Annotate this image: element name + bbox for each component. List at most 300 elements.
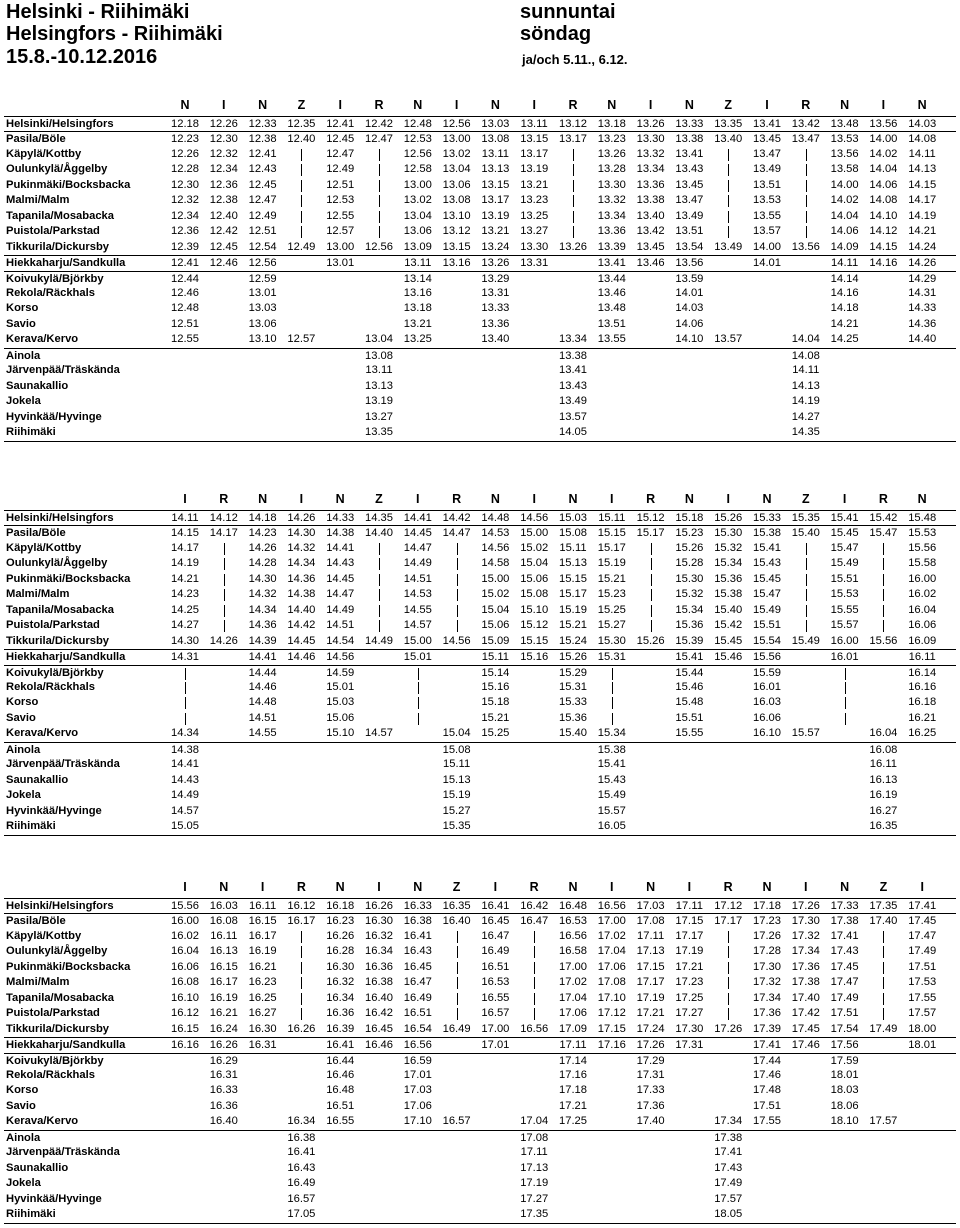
departure-time: 15.21 [481,711,510,724]
table-row [4,1068,956,1084]
departure-time: 17.46 [791,1039,820,1052]
title-fi: Helsinki - Riihimäki [6,1,190,23]
departure-time: 13.04 [365,333,393,346]
departure-time: 13.33 [481,302,510,315]
departure-time: 12.34 [209,163,238,176]
pass-through-bar [301,195,302,207]
departure-time: 14.08 [908,133,937,146]
departure-time: 14.36 [248,619,277,632]
departure-time: 18.06 [830,1099,859,1112]
pass-through-bar [845,682,846,694]
departure-time: 16.49 [481,945,510,958]
departure-time: 15.04 [520,557,549,570]
departure-time: 15.51 [753,619,781,632]
departure-time: 13.49 [714,240,743,253]
station-name: Kerava/Kervo [6,727,79,740]
departure-time: 14.42 [442,512,471,524]
departure-time: 17.45 [791,1022,820,1035]
train-code-row [4,98,956,114]
departure-time: 12.53 [403,133,432,146]
departure-time: 12.18 [171,118,199,130]
train-code: R [219,492,229,506]
departure-time: 16.49 [442,1022,471,1035]
departure-time: 13.03 [481,118,510,130]
departure-time: 17.33 [636,1084,665,1097]
departure-time: 15.27 [597,619,626,632]
departure-time: 15.55 [830,603,859,616]
train-code: N [840,880,850,894]
departure-time: 15.28 [675,557,704,570]
table-row [4,1022,956,1038]
departure-time: 17.41 [753,1039,781,1052]
departure-time: 16.13 [209,945,238,958]
departure-time: 15.40 [791,527,820,540]
departure-time: 14.46 [287,651,316,664]
station-name: Riihimäki [6,820,56,832]
departure-time: 16.18 [908,696,937,709]
departure-time: 14.45 [403,527,432,540]
departure-time: 15.17 [559,588,587,601]
departure-time: 12.33 [248,118,277,130]
departure-time: 16.42 [365,1007,393,1020]
departure-time: 13.23 [597,133,626,146]
table-row [4,255,956,272]
departure-time: 16.17 [209,976,238,989]
departure-time: 15.55 [675,727,704,740]
departure-time: 12.45 [248,178,277,191]
departure-time: 16.45 [481,915,510,928]
departure-time: 15.41 [830,512,859,524]
departure-time: 13.15 [520,133,549,146]
train-code: I [493,880,498,894]
table-row [4,556,956,572]
pass-through-bar [224,558,225,570]
departure-time: 17.11 [559,1039,587,1052]
pass-through-bar [883,1008,884,1020]
departure-time: 17.59 [830,1054,859,1067]
departure-time: 14.36 [287,572,316,585]
departure-time: 18.05 [714,1208,743,1220]
departure-time: 15.25 [481,727,510,740]
pass-through-bar [728,1008,729,1020]
departure-time: 17.51 [830,1007,859,1020]
departure-time: 15.54 [753,634,781,647]
departure-time: 14.32 [287,541,316,554]
pass-through-bar [379,180,380,192]
pass-through-bar [457,605,458,617]
departure-time: 14.31 [908,286,937,299]
pass-through-bar [301,1008,302,1020]
departure-time: 16.48 [326,1084,355,1097]
pass-through-bar [379,543,380,555]
table-row [4,1053,956,1070]
departure-time: 16.45 [365,1022,393,1035]
table-row [4,1114,956,1130]
station-name: Oulunkylä/Åggelby [6,163,108,176]
departure-time: 14.47 [326,588,355,601]
departure-time: 17.25 [559,1115,587,1128]
departure-time: 17.40 [636,1115,665,1128]
station-name: Malmi/Malm [6,194,70,207]
departure-time: 16.36 [365,960,393,973]
departure-time: 14.11 [831,257,859,270]
departure-time: 17.55 [753,1115,781,1128]
departure-time: 13.13 [365,379,393,392]
departure-time: 17.12 [597,1007,626,1020]
departure-time: 15.56 [171,900,199,912]
departure-time: 14.26 [248,541,277,554]
departure-time: 15.59 [753,666,781,679]
departure-time: 15.35 [791,512,820,524]
departure-time: 17.01 [403,1068,432,1081]
departure-time: 14.15 [171,527,199,540]
departure-time: 15.09 [481,634,510,647]
pass-through-bar [728,977,729,989]
station-name: Hiekkaharju/Sandkulla [6,257,126,270]
pass-through-bar [728,211,729,223]
table-row [4,425,956,442]
departure-time: 14.56 [326,651,355,664]
departure-time: 15.47 [753,588,781,601]
table-row [4,804,956,820]
departure-time: 14.36 [908,317,937,330]
train-code: N [219,880,229,894]
departure-time: 12.34 [171,209,199,222]
table-row [4,1037,956,1054]
departure-time: 17.46 [753,1068,781,1081]
train-code: Z [801,492,810,506]
departure-time: 17.28 [753,945,781,958]
station-name: Jokela [6,395,41,408]
pass-through-bar [301,164,302,176]
departure-time: 16.16 [171,1039,199,1052]
departure-time: 16.27 [248,1007,277,1020]
departure-time: 16.58 [559,945,587,958]
table-row [4,510,956,527]
departure-time: 12.51 [248,225,277,238]
departure-time: 13.32 [636,147,665,160]
departure-time: 15.03 [326,696,355,709]
departure-time: 13.34 [559,333,587,346]
departure-time: 16.36 [326,1007,355,1020]
departure-time: 16.23 [326,915,355,928]
departure-time: 14.16 [869,257,898,270]
pass-through-bar [883,589,884,601]
departure-time: 13.53 [830,133,859,146]
departure-time: 17.49 [830,991,859,1004]
departure-time: 12.45 [209,240,238,253]
departure-time: 16.38 [365,976,393,989]
departure-time: 13.57 [714,333,743,346]
departure-time: 13.35 [714,118,743,130]
departure-time: 16.41 [326,1039,355,1052]
departure-time: 13.11 [520,118,548,130]
departure-time: 14.11 [792,364,820,377]
departure-time: 14.49 [403,557,432,570]
train-code: N [840,98,850,112]
departure-time: 14.56 [442,634,471,647]
departure-time: 17.12 [714,900,743,912]
train-code: I [610,880,614,894]
departure-time: 12.36 [209,178,238,191]
pass-through-bar [379,620,380,632]
departure-time: 13.54 [675,240,704,253]
table-row [4,332,956,348]
departure-time: 15.44 [675,666,704,679]
departure-time: 16.05 [597,820,626,832]
departure-time: 16.08 [209,915,238,928]
departure-time: 14.14 [830,272,859,285]
departure-time: 14.09 [830,240,859,253]
departure-time: 17.27 [520,1192,549,1205]
departure-time: 17.49 [908,945,937,958]
table-row [4,603,956,619]
table-row [4,1083,956,1099]
table-row [4,116,956,133]
departure-time: 12.40 [209,209,238,222]
departure-time: 16.34 [365,945,393,958]
departure-time: 16.36 [209,1099,238,1112]
pass-through-bar [418,668,419,680]
pass-through-bar [883,543,884,555]
departure-time: 16.35 [442,900,471,912]
pass-through-bar [728,180,729,192]
departure-time: 15.45 [753,572,781,585]
departure-time: 15.25 [597,603,626,616]
departure-time: 17.39 [753,1022,781,1035]
departure-time: 15.53 [830,588,859,601]
extra-dates-note: ja/och 5.11., 6.12. [522,52,628,67]
departure-time: 14.34 [171,727,199,740]
departure-time: 17.34 [791,945,820,958]
departure-time: 17.49 [714,1177,743,1190]
table-row [4,541,956,557]
departure-time: 14.12 [869,225,898,238]
departure-time: 14.56 [520,512,549,524]
departure-time: 16.04 [171,945,199,958]
departure-time: 13.28 [597,163,626,176]
day-fi: sunnuntai [520,1,616,23]
departure-time: 17.40 [869,915,898,928]
departure-time: 17.33 [830,900,859,912]
departure-time: 15.34 [714,557,743,570]
departure-time: 15.48 [908,512,937,524]
departure-time: 12.47 [248,194,277,207]
departure-time: 16.51 [481,960,510,973]
departure-time: 14.51 [326,619,355,632]
departure-time: 13.57 [559,410,587,423]
departure-time: 15.10 [520,603,549,616]
departure-time: 16.56 [597,900,626,912]
departure-time: 13.40 [481,333,510,346]
departure-time: 12.53 [326,194,355,207]
departure-time: 14.49 [171,789,199,802]
departure-time: 12.30 [209,133,238,146]
departure-time: 14.26 [287,512,316,524]
departure-time: 14.57 [403,619,432,632]
departure-time: 15.49 [830,557,859,570]
pass-through-bar [806,574,807,586]
train-code-row [4,880,956,896]
table-row [4,649,956,666]
pass-through-bar [651,574,652,586]
train-code: I [842,492,847,506]
train-code: I [183,492,187,506]
departure-time: 13.51 [597,317,626,330]
departure-time: 12.48 [403,118,432,130]
departure-time: 13.27 [520,225,549,238]
departure-time: 16.34 [287,1115,316,1128]
departure-time: 12.44 [171,272,199,285]
departure-time: 13.30 [597,178,626,191]
departure-time: 14.35 [791,426,820,438]
departure-time: 16.47 [520,915,549,928]
departure-time: 13.56 [830,147,859,160]
departure-time: 13.56 [869,118,898,130]
departure-time: 13.16 [442,257,471,270]
departure-time: 16.47 [403,976,432,989]
departure-time: 14.39 [248,634,277,647]
departure-time: 17.34 [753,991,781,1004]
station-name: Puistola/Parkstad [6,225,100,238]
departure-time: 17.01 [481,1039,510,1052]
pass-through-bar [883,605,884,617]
departure-time: 12.26 [209,118,238,130]
departure-time: 13.11 [481,147,509,160]
station-name: Hyvinkää/Hyvinge [6,804,102,817]
departure-time: 15.40 [714,603,743,616]
departure-time: 16.25 [908,727,937,740]
departure-time: 13.25 [403,333,432,346]
pass-through-bar [301,149,302,161]
departure-time: 15.08 [559,527,587,540]
departure-time: 16.33 [403,900,432,912]
departure-time: 13.34 [636,163,665,176]
departure-time: 15.30 [714,527,743,540]
departure-time: 13.25 [520,209,549,222]
departure-time: 15.56 [753,651,781,664]
departure-time: 14.33 [908,302,937,315]
departure-time: 17.17 [675,929,704,942]
departure-time: 15.16 [481,680,510,693]
departure-time: 14.08 [869,194,898,207]
departure-time: 15.48 [675,696,704,709]
departure-time: 16.03 [753,696,781,709]
departure-time: 15.05 [171,820,199,832]
table-row [4,162,956,178]
departure-time: 13.17 [559,133,587,146]
pass-through-bar [379,149,380,161]
departure-time: 17.11 [637,929,665,942]
departure-time: 17.26 [714,1022,743,1035]
table-row [4,944,956,960]
departure-time: 12.42 [365,118,393,130]
departure-time: 17.05 [287,1208,316,1220]
pass-through-bar [883,977,884,989]
departure-time: 13.10 [442,209,471,222]
departure-time: 14.11 [171,512,199,524]
departure-time: 14.21 [830,317,859,330]
table-row [4,301,956,317]
train-code: N [258,98,268,112]
pass-through-bar [457,589,458,601]
pass-through-bar [651,589,652,601]
departure-time: 13.00 [326,240,355,253]
departure-time: 14.21 [908,225,937,238]
departure-time: 15.23 [675,527,704,540]
departure-time: 15.27 [442,804,471,817]
departure-time: 15.11 [559,541,587,554]
departure-time: 12.58 [403,163,432,176]
train-code: I [610,492,614,506]
departure-time: 13.02 [403,194,432,207]
pass-through-bar [806,605,807,617]
departure-time: 13.51 [675,225,704,238]
train-code: Z [297,98,306,112]
departure-time: 12.43 [248,163,277,176]
departure-time: 17.03 [403,1084,432,1097]
pass-through-bar [301,180,302,192]
station-name: Tikkurila/Dickursby [6,240,110,253]
departure-time: 14.43 [171,773,199,786]
table-row [4,1130,956,1147]
station-name: Saunakallio [6,379,69,392]
departure-time: 12.48 [171,302,199,315]
departure-time: 13.38 [636,194,665,207]
pass-through-bar [534,962,535,974]
departure-time: 17.06 [403,1099,432,1112]
departure-time: 17.30 [675,1022,704,1035]
departure-time: 13.55 [597,333,626,346]
departure-time: 15.00 [481,572,510,585]
departure-time: 17.32 [753,976,781,989]
departure-time: 15.31 [559,680,587,693]
train-code: R [801,98,811,112]
departure-time: 15.29 [559,666,587,679]
pass-through-bar [573,149,574,161]
departure-time: 14.30 [287,527,316,540]
timetable-3 [4,880,956,1224]
departure-time: 17.16 [559,1068,587,1081]
station-name: Kerava/Kervo [6,333,79,346]
departure-time: 16.57 [442,1115,471,1128]
departure-time: 15.46 [714,651,743,664]
departure-time: 13.26 [636,118,665,130]
departure-time: 13.00 [403,178,432,191]
departure-time: 15.21 [597,572,626,585]
departure-time: 14.03 [908,118,937,130]
departure-time: 13.31 [520,257,549,270]
pass-through-bar [379,195,380,207]
departure-time: 14.18 [830,302,859,315]
pass-through-bar [379,605,380,617]
departure-time: 15.30 [597,634,626,647]
table-row [4,286,956,302]
pass-through-bar [457,620,458,632]
departure-time: 17.09 [559,1022,587,1035]
departure-time: 13.13 [481,163,510,176]
pass-through-bar [224,620,225,632]
station-name: Käpylä/Kottby [6,929,82,942]
station-name: Savio [6,711,36,724]
pass-through-bar [651,543,652,555]
departure-time: 17.41 [830,929,859,942]
departure-time: 13.49 [753,163,781,176]
departure-time: 14.10 [675,333,704,346]
departure-time: 15.43 [753,557,781,570]
departure-time: 14.38 [326,527,355,540]
departure-time: 13.14 [403,272,432,285]
